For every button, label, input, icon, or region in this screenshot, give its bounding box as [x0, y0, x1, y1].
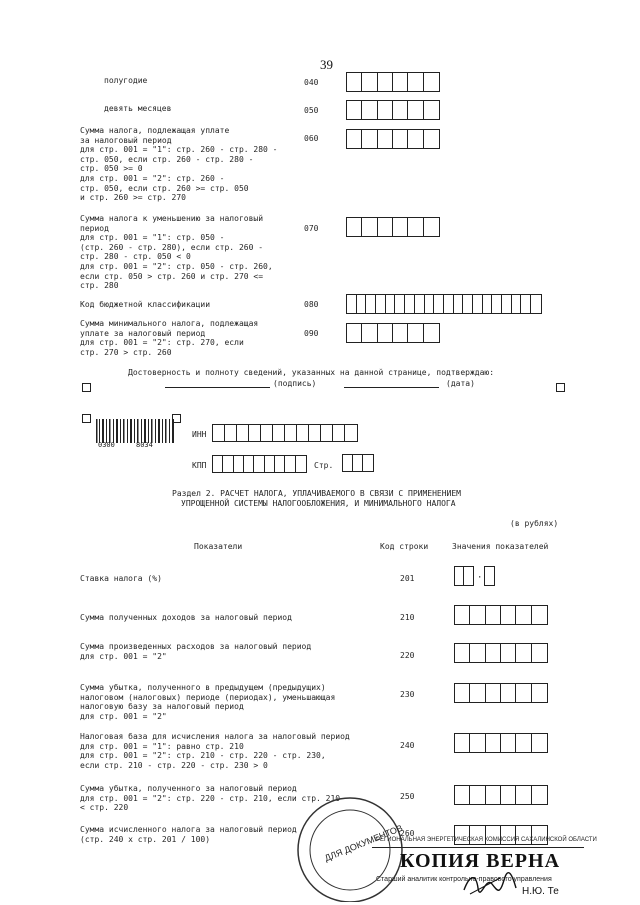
seal-text: ДЛЯ ДОКУМЕНТОВ [323, 822, 405, 864]
confirm-text: Достоверность и полноту сведений, указанных на данной странице, подтверждаю: [128, 368, 495, 377]
digit-cell[interactable] [386, 295, 396, 313]
digit-cell[interactable] [213, 425, 225, 441]
inn-label: ИНН [192, 430, 207, 439]
section-title-line2: УПРОЩЕННОЙ СИСТЕМЫ НАЛОГООБЛОЖЕНИЯ, И МИНИМАЛЬНОГО НАЛОГА [181, 499, 456, 508]
digit-cell[interactable] [213, 456, 223, 472]
digit-cell[interactable] [486, 734, 501, 752]
row-080-code: 080 [304, 300, 319, 309]
digit-cell[interactable] [415, 295, 425, 313]
row-080-label: Код бюджетной классификации [80, 300, 211, 309]
digit-cell[interactable] [455, 567, 464, 585]
digit-cell[interactable] [531, 295, 541, 313]
digit-cell[interactable] [309, 425, 321, 441]
digit-cell[interactable] [486, 606, 501, 624]
digit-cell[interactable] [321, 425, 333, 441]
digit-cell[interactable] [363, 455, 373, 471]
digit-cell[interactable] [473, 295, 483, 313]
digit-cell[interactable] [485, 567, 494, 585]
digit-cell[interactable] [362, 324, 377, 342]
digit-cell[interactable] [516, 606, 531, 624]
digit-cell[interactable] [470, 786, 485, 804]
row-220-cells[interactable] [454, 643, 548, 663]
digit-cell[interactable] [362, 218, 377, 236]
digit-cell[interactable] [333, 425, 345, 441]
digit-cell[interactable] [424, 218, 439, 236]
row-240-cells[interactable] [454, 733, 548, 753]
digit-cell[interactable] [244, 456, 254, 472]
digit-cell[interactable] [455, 734, 470, 752]
digit-cell[interactable] [376, 295, 386, 313]
row-060-code: 060 [304, 134, 319, 143]
digit-cell[interactable] [378, 218, 393, 236]
digit-cell[interactable] [464, 567, 473, 585]
col-header-code: Код строки [380, 542, 429, 551]
row-210-label: Сумма полученных доходов за налоговый период [80, 613, 292, 622]
row-040-code: 040 [304, 78, 319, 87]
row-090-code: 090 [304, 329, 319, 338]
digit-cell[interactable] [275, 456, 285, 472]
section-title-line1: Раздел 2. РАСЧЕТ НАЛОГА, УПЛАЧИВАЕМОГО В СВЯЗИ С ПРИМЕНЕНИЕМ [172, 489, 461, 498]
digit-cell[interactable] [408, 101, 423, 119]
digit-cell[interactable] [483, 295, 493, 313]
row-210-cells[interactable] [454, 605, 548, 625]
digit-cell[interactable] [501, 734, 516, 752]
digit-cell[interactable] [532, 644, 547, 662]
digit-cell[interactable] [516, 644, 531, 662]
digit-cell[interactable] [444, 295, 454, 313]
digit-cell[interactable] [424, 130, 439, 148]
digit-cell[interactable] [362, 101, 377, 119]
digit-cell[interactable] [393, 101, 408, 119]
digit-cell[interactable] [347, 101, 362, 119]
digit-cell[interactable] [408, 130, 423, 148]
tax-rate-frac-cell[interactable] [484, 566, 495, 586]
digit-cell[interactable] [378, 73, 393, 91]
digit-cell[interactable] [532, 786, 547, 804]
row-090-cells[interactable] [346, 323, 440, 343]
digit-cell[interactable] [296, 456, 306, 472]
digit-cell[interactable] [408, 73, 423, 91]
barcode-number-a: 0300 [98, 441, 115, 449]
digit-cell[interactable] [455, 644, 470, 662]
digit-cell[interactable] [297, 425, 309, 441]
page-cells[interactable] [342, 454, 374, 472]
row-050-cells[interactable] [346, 100, 440, 120]
stamp-name: Н.Ю. Те [522, 886, 559, 897]
digit-cell[interactable] [223, 456, 233, 472]
row-260-label: Сумма исчисленного налога за налоговый период (стр. 240 x стр. 201 / 100) [80, 825, 297, 844]
stamp-position: Старший аналитик контрольно-правового управления [376, 876, 552, 883]
corner-marker [82, 414, 91, 423]
row-201-label: Ставка налога (%) [80, 574, 162, 583]
row-060-label: Сумма налога, подлежащая уплате за налоговый период для стр. 001 = "1": стр. 260 - стр. 280 - стр. 050, если стр. 260 - стр. 280 - стр. 050 >= 0 для стр. 001 = "2": стр. 260 - стр. 050, если стр. 260 >= стр. 050 и стр. 260 >= стр. 270 [80, 126, 278, 203]
row-080-cells[interactable] [346, 294, 542, 314]
digit-cell[interactable] [521, 295, 531, 313]
tax-rate-int-cells[interactable] [454, 566, 474, 586]
row-040-label: полугодие [104, 76, 148, 85]
digit-cell[interactable] [393, 324, 408, 342]
digit-cell[interactable] [455, 786, 470, 804]
digit-cell[interactable] [393, 130, 408, 148]
digit-cell[interactable] [393, 218, 408, 236]
digit-cell[interactable] [454, 295, 464, 313]
units-label: (в рублях) [510, 519, 559, 528]
digit-cell[interactable] [486, 684, 501, 702]
digit-cell[interactable] [501, 644, 516, 662]
digit-cell[interactable] [405, 295, 415, 313]
digit-cell[interactable] [516, 734, 531, 752]
digit-cell[interactable] [343, 455, 353, 471]
row-250-cells[interactable] [454, 785, 548, 805]
digit-cell[interactable] [347, 73, 362, 91]
digit-cell[interactable] [501, 786, 516, 804]
digit-cell[interactable] [378, 324, 393, 342]
digit-cell[interactable] [532, 734, 547, 752]
row-240-label: Налоговая база для исчисления налога за налоговый период для стр. 001 = "1": равно стр. 210 для стр. 001 = "2": стр. 210 - стр. 220 - стр. 230, если стр. 210 - стр. 220 - стр. 230 > 0 [80, 732, 350, 770]
row-050-code: 050 [304, 106, 319, 115]
digit-cell[interactable] [234, 456, 244, 472]
kpp-label: КПП [192, 461, 207, 470]
digit-cell[interactable] [378, 130, 393, 148]
digit-cell[interactable] [408, 324, 423, 342]
row-220-label: Сумма произведенных расходов за налоговый период для стр. 001 = "2" [80, 642, 312, 661]
digit-cell[interactable] [357, 295, 367, 313]
digit-cell[interactable] [425, 295, 435, 313]
digit-cell[interactable] [486, 644, 501, 662]
signature-line[interactable] [165, 387, 270, 388]
row-040-cells[interactable] [346, 72, 440, 92]
digit-cell[interactable] [378, 101, 393, 119]
digit-cell[interactable] [470, 734, 485, 752]
digit-cell[interactable] [455, 606, 470, 624]
row-090-label: Сумма минимального налога, подлежащая уплате за налоговый период для стр. 001 = "2": стр. 270, если стр. 270 > стр. 260 [80, 319, 259, 357]
row-060-cells[interactable] [346, 129, 440, 149]
digit-cell[interactable] [470, 606, 485, 624]
digit-cell[interactable] [486, 786, 501, 804]
date-line[interactable] [344, 387, 439, 388]
stamp-title: КОПИЯ ВЕРНА [400, 850, 561, 872]
row-230-label: Сумма убытка, полученного в предыдущем (предыдущих) налоговом (налоговых) периоде (периодах), уменьшающая налоговую базу за налоговый период для стр. 001 = "2" [80, 683, 336, 721]
digit-cell[interactable] [424, 101, 439, 119]
decimal-point: · [477, 573, 483, 583]
digit-cell[interactable] [516, 786, 531, 804]
digit-cell[interactable] [265, 456, 275, 472]
digit-cell[interactable] [393, 73, 408, 91]
digit-cell[interactable] [455, 684, 470, 702]
handwritten-signature [460, 870, 520, 898]
page-number: 39 [320, 57, 333, 72]
row-210-code: 210 [400, 613, 415, 622]
corner-marker [82, 383, 91, 392]
row-220-code: 220 [400, 651, 415, 660]
row-050-label: девять месяцев [104, 104, 172, 113]
row-070-code: 070 [304, 224, 319, 233]
row-070-cells[interactable] [346, 217, 440, 237]
digit-cell[interactable] [285, 425, 297, 441]
inn-cells[interactable] [212, 424, 358, 442]
digit-cell[interactable] [501, 606, 516, 624]
digit-cell[interactable] [532, 684, 547, 702]
copy-verified-stamp [372, 832, 597, 898]
digit-cell[interactable] [395, 295, 405, 313]
row-240-code: 240 [400, 741, 415, 750]
row-230-cells[interactable] [454, 683, 548, 703]
digit-cell[interactable] [249, 425, 261, 441]
row-070-label: Сумма налога к уменьшению за налоговый период для стр. 001 = "1": стр. 050 - (стр. 260 - стр. 280), если стр. 260 - стр. 280 - стр. 050 < 0 для стр. 001 = "2": стр. 050 - стр. 260, если стр. 050 > стр. 260 и стр. 270 <= стр. 280 [80, 214, 273, 291]
digit-cell[interactable] [345, 425, 357, 441]
digit-cell[interactable] [424, 73, 439, 91]
digit-cell[interactable] [512, 295, 522, 313]
col-header-values: Значения показателей [452, 542, 549, 551]
corner-marker [556, 383, 565, 392]
digit-cell[interactable] [408, 218, 423, 236]
digit-cell[interactable] [470, 644, 485, 662]
stamp-org: РЕГИОНАЛЬНАЯ ЭНЕРГЕТИЧЕСКАЯ КОМИССИЯ САХАЛИНСКОЙ ОБЛАСТИ [376, 837, 597, 843]
col-header-indicators: Показатели [194, 542, 243, 551]
digit-cell[interactable] [502, 295, 512, 313]
digit-cell[interactable] [470, 684, 485, 702]
digit-cell[interactable] [225, 425, 237, 441]
digit-cell[interactable] [347, 218, 362, 236]
kpp-cells[interactable] [212, 455, 307, 473]
row-230-code: 230 [400, 690, 415, 699]
digit-cell[interactable] [463, 295, 473, 313]
date-caption: (дата) [446, 379, 475, 388]
digit-cell[interactable] [261, 425, 273, 441]
digit-cell[interactable] [362, 130, 377, 148]
digit-cell[interactable] [273, 425, 285, 441]
row-250-code: 250 [400, 792, 415, 801]
digit-cell[interactable] [347, 130, 362, 148]
digit-cell[interactable] [434, 295, 444, 313]
digit-cell[interactable] [347, 324, 362, 342]
digit-cell[interactable] [501, 684, 516, 702]
digit-cell[interactable] [492, 295, 502, 313]
digit-cell[interactable] [366, 295, 376, 313]
digit-cell[interactable] [516, 684, 531, 702]
digit-cell[interactable] [285, 456, 295, 472]
barcode-number-b: 8034 [136, 441, 153, 449]
signature-caption: (подпись) [273, 379, 317, 388]
digit-cell[interactable] [237, 425, 249, 441]
digit-cell[interactable] [347, 295, 357, 313]
digit-cell[interactable] [362, 73, 377, 91]
row-201-code: 201 [400, 574, 415, 583]
digit-cell[interactable] [532, 606, 547, 624]
page-label: Стр. [314, 461, 334, 470]
row-250-label: Сумма убытка, полученного за налоговый период для стр. 001 = "2": стр. 220 - стр. 210, если стр. 210 < стр. 220 [80, 784, 341, 813]
digit-cell[interactable] [424, 324, 439, 342]
row-260-code: 260 [400, 829, 415, 838]
digit-cell[interactable] [254, 456, 264, 472]
digit-cell[interactable] [353, 455, 363, 471]
